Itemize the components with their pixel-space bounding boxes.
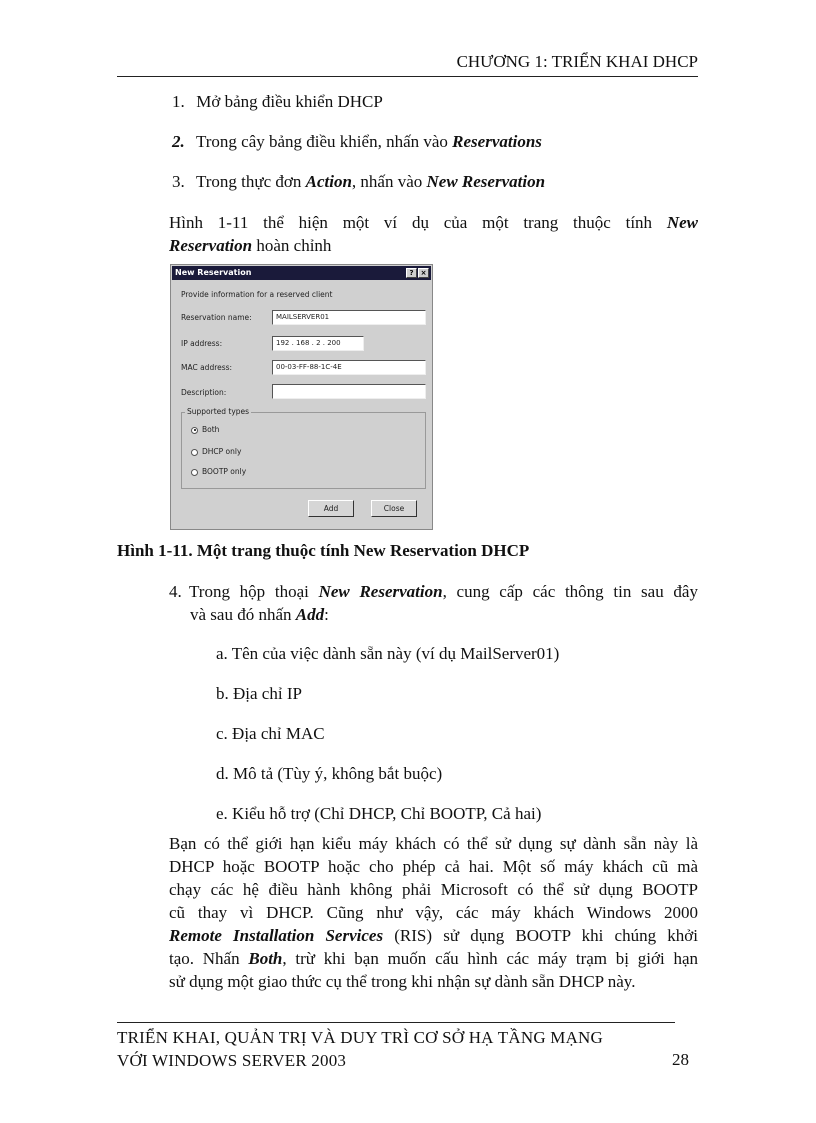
- header-rule: [117, 76, 698, 77]
- step-1: [172, 90, 383, 113]
- radio-label: DHCP only: [202, 447, 242, 456]
- footer-title-line-2: VỚI WINDOWS SERVER 2003: [117, 1051, 347, 1070]
- intro-text: hoàn chỉnh: [252, 236, 332, 255]
- para-line: chạy các hệ điều hành không phải Microsoft có thể sử dụng BOOTP: [169, 880, 698, 899]
- dialog-prompt: Provide information for a reserved client: [181, 290, 333, 299]
- radio-label: BOOTP only: [202, 467, 247, 476]
- description-label: Description:: [181, 388, 227, 397]
- para-line: [169, 924, 698, 947]
- step-number: 3.: [172, 172, 185, 191]
- page-number: 28: [672, 1050, 689, 1069]
- step-emphasis: New Reservation: [426, 172, 546, 191]
- intro-emphasis: New: [666, 213, 698, 232]
- footer-rule: [117, 1022, 675, 1023]
- para-emphasis: Both: [248, 949, 283, 968]
- list-item: d. Mô tả (Tùy ý, không bắt buộc): [216, 764, 443, 783]
- para-line: cũ thay vì DHCP. Cũng như vậy, các máy khách Windows 2000: [169, 903, 698, 922]
- step-text: Mở bảng điều khiển DHCP: [196, 92, 383, 111]
- intro-emphasis: Reservation: [169, 236, 253, 255]
- step-text: , cung cấp các thông tin sau đây: [442, 582, 698, 601]
- para-emphasis: Remote Installation Services: [169, 926, 384, 945]
- radio-label: Both: [202, 425, 220, 434]
- intro-line-1: [169, 211, 698, 234]
- para-line: DHCP hoặc BOOTP hoặc cho phép cả hai. Một số máy khách cũ mà: [169, 857, 698, 876]
- ip-address-input[interactable]: 192 . 168 . 2 . 200: [272, 336, 364, 351]
- intro-text: Hình 1-11 thể hiện một ví dụ của một trang thuộc tính: [169, 213, 667, 232]
- step-text: Trong hộp thoại: [189, 582, 319, 601]
- mac-address-input[interactable]: 00-03-FF-88-1C-4E: [272, 360, 426, 375]
- footer-title-line-1: TRIỂN KHAI, QUẢN TRỊ VÀ DUY TRÌ CƠ SỞ HẠ TẦNG MẠNG: [117, 1028, 603, 1047]
- step-number: 4.: [169, 582, 182, 601]
- para-line: Bạn có thể giới hạn kiểu máy khách có thể sử dụng sự dành sẵn này là: [169, 834, 698, 853]
- radio-dhcp-only[interactable]: [191, 447, 241, 456]
- radio-both[interactable]: [191, 425, 219, 434]
- mac-address-label: MAC address:: [181, 363, 233, 372]
- step-emphasis: Action: [305, 172, 352, 191]
- intro-line-2: [169, 234, 331, 257]
- para-line: [169, 947, 698, 970]
- running-header: CHƯƠNG 1: TRIỂN KHAI DHCP: [456, 52, 698, 71]
- step-text: Trong cây bảng điều khiển, nhấn vào: [195, 132, 453, 151]
- radio-icon: [191, 469, 198, 476]
- add-button[interactable]: Add: [308, 500, 354, 517]
- close-icon[interactable]: ×: [418, 268, 429, 278]
- list-item: a. Tên của việc dành sẵn này (ví dụ MailServer01): [216, 644, 560, 663]
- step-emphasis: New Reservation: [318, 582, 443, 601]
- step-text: và sau đó nhấn: [190, 605, 296, 624]
- reservation-name-label: Reservation name:: [181, 313, 252, 322]
- figure-caption: Hình 1-11. Một trang thuộc tính New Reservation DHCP: [117, 541, 530, 560]
- step-3: [172, 170, 545, 193]
- radio-selected-icon: [191, 427, 198, 434]
- para-text: tạo. Nhấn: [169, 949, 249, 968]
- step-text: :: [324, 605, 329, 624]
- step-4-line-1: [169, 580, 698, 603]
- list-item: e. Kiểu hỗ trợ (Chỉ DHCP, Chỉ BOOTP, Cả hai): [216, 804, 542, 823]
- list-item: c. Địa chỉ MAC: [216, 724, 325, 743]
- step-emphasis: Reservations: [452, 132, 542, 151]
- step-2: [172, 130, 542, 153]
- reservation-name-input[interactable]: MAILSERVER01: [272, 310, 426, 325]
- close-button[interactable]: Close: [371, 500, 417, 517]
- description-input[interactable]: [272, 384, 426, 399]
- step-number: 2.: [172, 132, 185, 151]
- dialog-titlebar: [172, 266, 431, 280]
- list-item: b. Địa chỉ IP: [216, 684, 302, 703]
- new-reservation-dialog: [170, 264, 433, 530]
- supported-types-label: Supported types: [187, 407, 250, 416]
- para-text: (RIS) sử dụng BOOTP khi chúng khởi: [383, 926, 698, 945]
- para-text: , trừ khi bạn muốn cấu hình các máy trạm bị giới hạn: [282, 949, 698, 968]
- step-emphasis: Add: [295, 605, 325, 624]
- radio-icon: [191, 449, 198, 456]
- step-text: , nhấn vào: [351, 172, 427, 191]
- radio-bootp-only[interactable]: [191, 467, 246, 476]
- ip-address-label: IP address:: [181, 339, 223, 348]
- step-4-line-2: [190, 603, 329, 626]
- help-button[interactable]: ?: [406, 268, 417, 278]
- para-line: sử dụng một giao thức cụ thể trong khi nhận sự dành sẵn DHCP này.: [169, 972, 636, 991]
- step-number: 1.: [172, 92, 185, 111]
- step-text: Trong thực đơn: [195, 172, 306, 191]
- dialog-title: New Reservation: [175, 268, 252, 277]
